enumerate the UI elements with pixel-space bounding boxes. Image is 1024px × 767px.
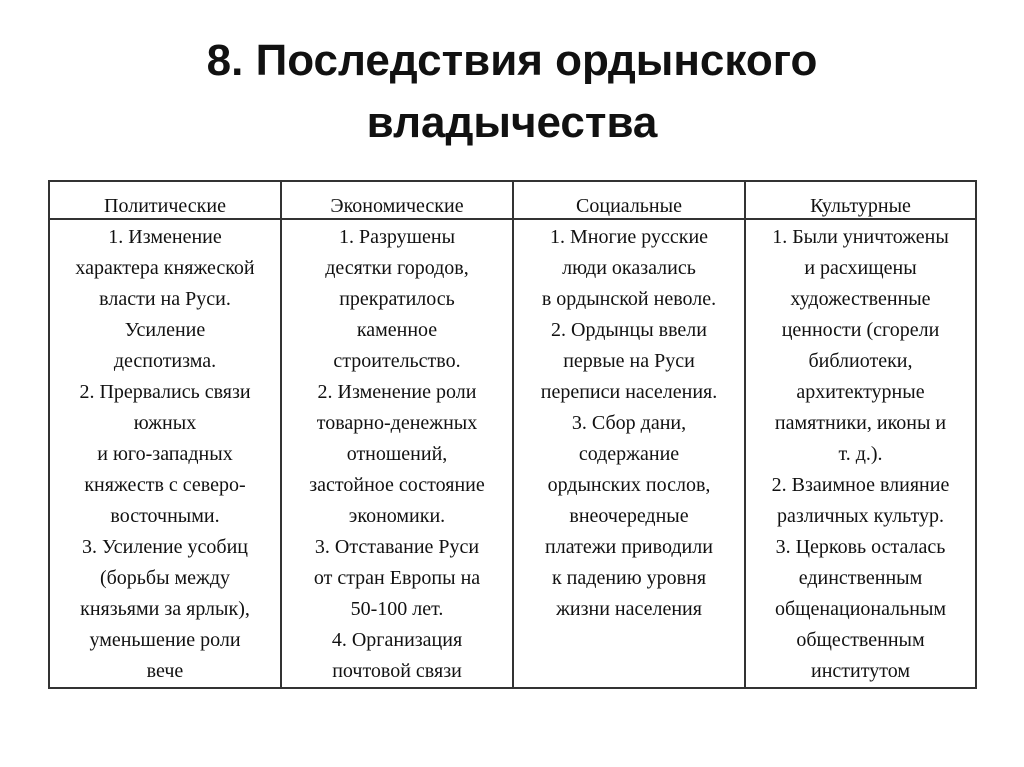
cell-text-line: т. д.). xyxy=(838,443,883,465)
cell-text-line: институтом xyxy=(811,660,910,682)
cell-text-line: единственным xyxy=(798,567,923,589)
cell-text-line: 50-100 лет. xyxy=(350,598,444,620)
cell-text-line: 2. Взаимное влияние xyxy=(771,474,950,496)
cell-cultural xyxy=(745,219,976,688)
cell-text-line: уменьшение роли xyxy=(89,629,241,651)
header-cultural: Культурные xyxy=(745,181,976,219)
cell-text-line: художественные xyxy=(790,288,931,310)
cell-text-line: внеочередные xyxy=(569,505,689,527)
cell-text-line: содержание xyxy=(578,443,680,465)
cell-text-line: характера княжеской xyxy=(75,257,255,279)
cell-text-line: к падению уровня xyxy=(551,567,707,589)
cell-text-line: 2. Прервались связи xyxy=(79,381,251,403)
cell-text-line: 1. Многие русские xyxy=(549,226,709,248)
slide-title xyxy=(0,30,1024,154)
cell-text-line: и расхищены xyxy=(804,257,917,279)
cell-economic xyxy=(281,219,513,688)
cell-text-line: 3. Церковь осталась xyxy=(775,536,946,558)
cell-text-line: южных xyxy=(133,412,197,434)
cell-text-line: библиотеки, xyxy=(808,350,913,372)
cell-text-line: прекратилось xyxy=(339,288,455,310)
cell-text-line: экономики. xyxy=(348,505,446,527)
cell-text-line: 3. Сбор дани, xyxy=(571,412,687,434)
cell-text-line: 3. Усиление усобиц xyxy=(82,536,248,558)
cell-text-line: почтовой связи xyxy=(332,660,462,682)
cell-social xyxy=(513,219,745,688)
cell-text-line: переписи населения. xyxy=(540,381,718,403)
cell-text-line: 4. Организация xyxy=(331,629,463,651)
cell-text-line: общенациональным xyxy=(774,598,947,620)
cell-text-line: жизни населения xyxy=(556,598,702,620)
header-social: Социальные xyxy=(513,181,745,219)
cell-text-line: в ордынской неволе. xyxy=(541,288,717,310)
cell-text-line: застойное состояние xyxy=(309,474,485,496)
cell-text-line: от стран Европы на xyxy=(313,567,481,589)
cell-text-line: (борьбы между xyxy=(99,567,231,589)
consequences-table xyxy=(48,180,977,689)
cell-text-line: 2. Ордынцы ввели xyxy=(551,319,707,341)
cell-text-line: 1. Разрушены xyxy=(338,226,456,248)
cell-text-line: деспотизма. xyxy=(113,350,217,372)
cell-text-line: первые на Руси xyxy=(563,350,695,372)
header-economic: Экономические xyxy=(281,181,513,219)
slide-title-line-1: 8. Последствия ордынского xyxy=(206,36,818,85)
cell-political xyxy=(49,219,281,688)
slide-title-line-2: владычества xyxy=(366,98,658,147)
cell-text-line: десятки городов, xyxy=(325,257,469,279)
cell-text-line: 1. Изменение xyxy=(108,226,222,248)
cell-text-line: княжеств с северо- xyxy=(84,474,246,496)
table-body-row xyxy=(49,219,976,688)
cell-text-line: власти на Руси. xyxy=(99,288,231,310)
cell-text-line: архитектурные xyxy=(796,381,925,403)
cell-text-line: 1. Были уничтожены xyxy=(772,226,949,248)
cell-text-line: князьями за ярлык), xyxy=(80,598,250,620)
cell-text-line: и юго-западных xyxy=(97,443,233,465)
cell-text-line: 2. Изменение роли xyxy=(317,381,477,403)
cell-text-line: товарно-денежных xyxy=(316,412,478,434)
cell-text-line: платежи приводили xyxy=(545,536,713,558)
cell-text-line: вече xyxy=(146,660,184,682)
cell-text-line: отношений, xyxy=(346,443,448,465)
cell-text-line: общественным xyxy=(796,629,925,651)
header-political: Политические xyxy=(49,181,281,219)
cell-text-line: Усиление xyxy=(124,319,206,341)
cell-text-line: различных культур. xyxy=(776,505,945,527)
cell-text-line: ценности (сгорели xyxy=(781,319,940,341)
cell-text-line: восточными. xyxy=(110,505,220,527)
cell-text-line: памятники, иконы и xyxy=(774,412,947,434)
cell-text-line: 3. Отставание Руси xyxy=(314,536,480,558)
table-header-row xyxy=(49,181,976,219)
cell-text-line: каменное xyxy=(356,319,438,341)
cell-text-line: люди оказались xyxy=(562,257,696,279)
cell-text-line: ордынских послов, xyxy=(547,474,711,496)
cell-text-line: строительство. xyxy=(333,350,461,372)
